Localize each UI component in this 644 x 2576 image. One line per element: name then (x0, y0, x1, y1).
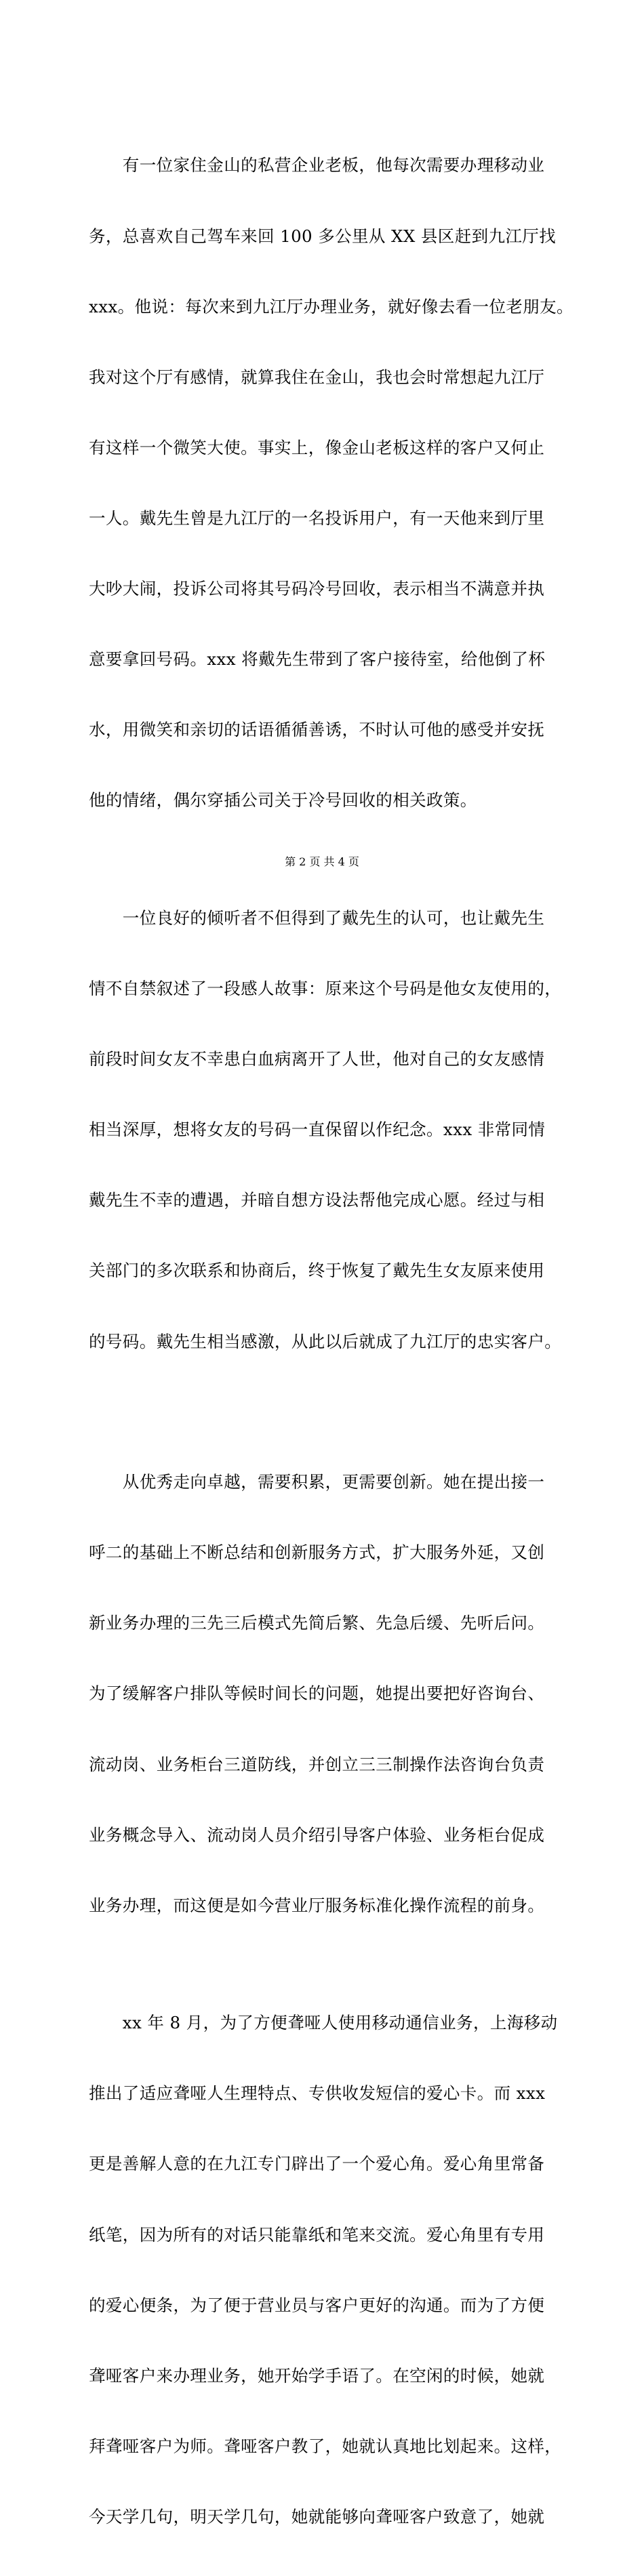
text-line: 一位良好的倾听者不但得到了戴先生的认可，也让戴先生 (89, 907, 545, 928)
text-line: 业务概念导入、流动岗人员介绍引导客户体验、业务柜台促成 (89, 1824, 545, 1845)
document-body (89, 107, 577, 2576)
text-line: 意要拿回号码。xxx 将戴先生带到了客户接待室，给他倒了杯 (89, 649, 546, 670)
text-line: 流动岗、业务柜台三道防线，并创立三三制操作法咨询台负责 (89, 1754, 545, 1774)
text-line: 一人。戴先生曾是九江厅的一名投诉用户，有一天他来到厅里 (89, 508, 545, 528)
text-line: 聋哑客户来办理业务，她开始学手语了。在空闲的时候，她就 (89, 2365, 545, 2386)
text-line: 呼二的基础上不断总结和创新服务方式，扩大服务外延，又创 (89, 1542, 545, 1563)
text-line: 拜聋哑客户为师。聋哑客户教了，她就认真地比划起来。这样， (89, 2436, 562, 2456)
paragraph-2 (89, 860, 577, 1401)
text-line: 从优秀走向卓越，需要积累，更需要创新。她在提出接一 (89, 1472, 545, 1492)
text-line: 有这样一个微笑大使。事实上，像金山老板这样的客户又何止 (89, 437, 545, 457)
text-line: 为了缓解客户排队等候时间长的问题，她提出要把好咨询台、 (89, 1683, 545, 1704)
page-footer: 第 2 页 共 4 页 (285, 855, 359, 868)
paragraph-1 (89, 107, 577, 860)
paragraph-gap (89, 1401, 577, 1424)
text-line: 业务办理，而这便是如今营业厅服务标准化操作流程的前身。 (89, 1895, 545, 1915)
text-line: 关部门的多次联系和协商后，终于恢复了戴先生女友原来使用 (89, 1261, 545, 1281)
text-line: 相当深厚，想将女友的号码一直保留以作纪念。xxx 非常同情 (89, 1120, 546, 1140)
text-line: 前段时间女友不幸患白血病离开了人世，他对自己的女友感情 (89, 1049, 545, 1069)
paragraph-3 (89, 1424, 577, 1965)
paragraph-4 (89, 1965, 577, 2576)
text-line: 有一位家住金山的私营企业老板，他每次需要办理移动业 (89, 155, 545, 176)
text-line: 情不自禁叙述了一段感人故事：原来这个号码是他女友使用的， (89, 979, 562, 999)
text-line: xxx。他说：每次来到九江厅办理业务，就好像去看一位老朋友。 (89, 296, 573, 316)
text-line: 新业务办理的三先三后模式先简后繁、先急后缓、先听后问。 (89, 1613, 545, 1633)
text-line: 戴先生不幸的遭遇，并暗自想方设法帮他完成心愿。经过与相 (89, 1190, 545, 1210)
text-line: 水，用微笑和亲切的话语循循善诱，不时认可他的感受并安抚 (89, 720, 545, 740)
text-line: xx 年 8 月，为了方便聋哑人使用移动通信业务，上海移动 (89, 2013, 558, 2033)
text-line: 务，总喜欢自己驾车来回 100 多公里从 XX 县区赶到九江厅找 (89, 226, 557, 246)
text-line: 纸笔，因为所有的对话只能靠纸和笔来交流。爱心角里有专用 (89, 2224, 545, 2245)
text-line: 他的情绪，偶尔穿插公司关于冷号回收的相关政策。 (89, 790, 477, 811)
text-line: 的号码。戴先生相当感激，从此以后就成了九江厅的忠实客户。 (89, 1331, 562, 1351)
text-line: 我对这个厅有感情，就算我住在金山，我也会时常想起九江厅 (89, 367, 545, 387)
text-line: 推出了适应聋哑人生理特点、专供收发短信的爱心卡。而 xxx (89, 2083, 546, 2104)
text-line: 的爱心便条，为了便于营业员与客户更好的沟通。而为了方便 (89, 2295, 545, 2315)
text-line: 更是善解人意的在九江专门辟出了一个爱心角。爱心角里常备 (89, 2154, 545, 2174)
text-line: 大吵大闹，投诉公司将其号码冷号回收，表示相当不满意并执 (89, 579, 545, 599)
text-line: 今天学几句，明天学几句，她就能够向聋哑客户致意了，她就 (89, 2507, 545, 2527)
